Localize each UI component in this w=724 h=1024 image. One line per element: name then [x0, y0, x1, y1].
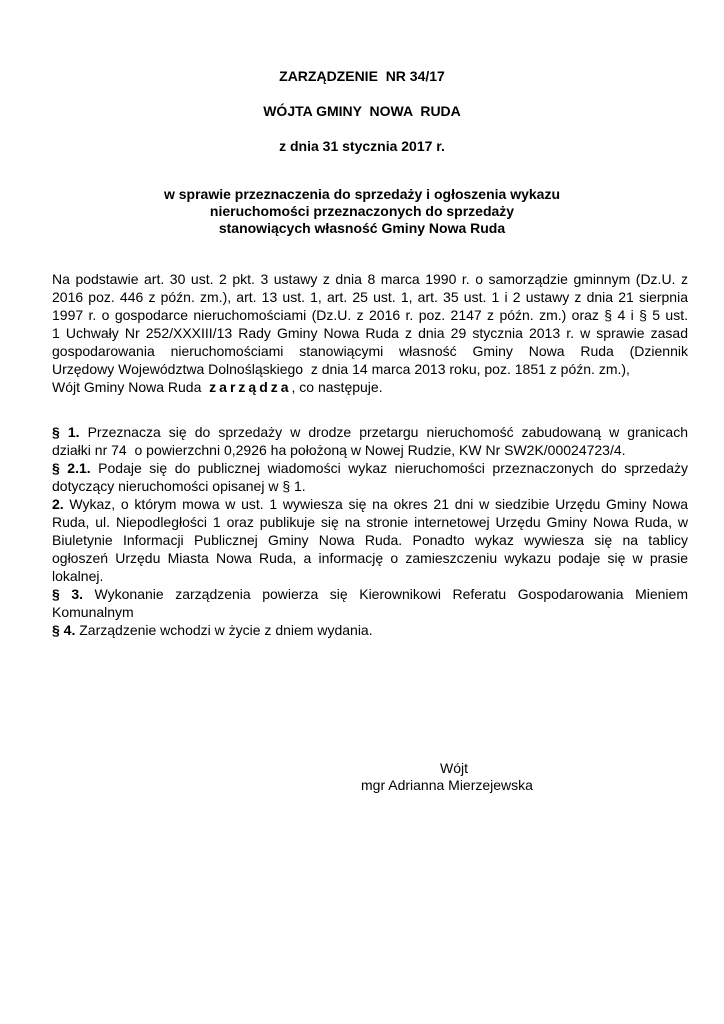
document-issuer: WÓJTA GMINY NOWA RUDA	[263, 103, 461, 119]
section-2-1-line-2: dotyczący nieruchomości opisanej w § 1.	[52, 478, 306, 494]
subject-line-2: nieruchomości przeznaczonych do sprzedaży	[209, 203, 515, 219]
section-2-2-line: Ruda, ul. Niepodległości 1 oraz publikuje się na stronie internetowej Urzędu Gminy Nowa Ruda, w	[52, 514, 688, 530]
section-2-2-line: ogłoszeń Urzędu Miasta Nowa Ruda, a informację o zamieszczeniu wykazu podaje się w prasie	[52, 550, 688, 566]
signature-name: mgr Adrianna Mierzejewska	[361, 777, 533, 793]
section-mark: 2.	[52, 496, 64, 512]
subject-line-3: stanowiących własność Gminy Nowa Ruda	[218, 220, 506, 236]
preamble-line: 1997 r. o gospodarce nieruchomościami (Dz.U. z 2016 r. poz. 2147 z późn. zm.) oraz § 4 i § 5 ust.	[52, 307, 688, 323]
document-title: ZARZĄDZENIE NR 34/17	[279, 68, 445, 84]
section-2-2-line: Biuletynie Informacji Publicznej Gminy Nowa Ruda. Ponadto wykaz wywiesza się na tablicy	[52, 532, 688, 548]
section-mark: § 3.	[52, 586, 83, 602]
section-mark: § 1.	[52, 424, 80, 440]
section-3-line-1: § 3. Wykonanie zarządzenia powierza się Kierownikowi Referatu Gospodarowania Mieniem	[52, 586, 688, 602]
sections	[52, 423, 688, 639]
preamble	[52, 270, 688, 396]
section-2-2-last-line: lokalnej.	[52, 568, 104, 584]
section-mark: § 2.1.	[52, 460, 91, 476]
preamble-line: gospodarowania nieruchomościami stanowiącymi własność Gminy Nowa Ruda (Dziennik	[52, 343, 688, 359]
preamble-prefix: Wójt Gminy Nowa Ruda	[52, 379, 210, 395]
preamble-suffix: , co następuje.	[291, 379, 383, 395]
preamble-line: 2016 poz. 446 z późn. zm.), art. 13 ust. 1, art. 25 ust. 1, art. 35 ust. 1 i 2 ustawy z dnia 21 sierpnia	[52, 289, 688, 305]
signature-role: Wójt	[440, 760, 468, 776]
section-4-line-1: § 4. Zarządzenie wchodzi w życie z dniem wydania.	[52, 622, 373, 638]
preamble-line: Na podstawie art. 30 ust. 2 pkt. 3 ustawy z dnia 8 marca 1990 r. o samorządzie gminnym (Dz.U. z	[52, 271, 688, 287]
preamble-last-line	[52, 378, 688, 396]
preamble-line: Urzędowy Województwa Dolnośląskiego z dnia 14 marca 2013 roku, poz. 1851 z późn. zm.),	[52, 361, 630, 377]
preamble-line: 1 Uchwały Nr 252/XXXIII/13 Rady Gminy Nowa Ruda z dnia 29 stycznia 2013 r. w sprawie zasad	[52, 325, 688, 341]
subject-line-1: w sprawie przeznaczenia do sprzedaży i ogłoszenia wykazu	[163, 186, 560, 202]
section-2-1-line-1: § 2.1. Podaje się do publicznej wiadomości wykaz nieruchomości przeznaczonych do sprzedaży	[52, 460, 688, 476]
section-2-2-line-1: 2. Wykaz, o którym mowa w ust. 1 wywiesza się na okres 21 dni w siedzibie Urzędu Gminy Nowa	[52, 496, 688, 512]
section-1-line-1: § 1. Przeznacza się do sprzedaży w drodze przetargu nieruchomość zabudowaną w granicach	[52, 424, 688, 440]
section-1-line-2: działki nr 74 o powierzchni 0,2926 ha położoną w Nowej Rudzie, KW Nr SW2K/00024723/4.	[52, 442, 626, 458]
section-mark: § 4.	[52, 622, 76, 638]
document-date: z dnia 31 stycznia 2017 r.	[279, 138, 445, 154]
decree-word: zarządza	[209, 379, 292, 395]
section-3-line-2: Komunalnym	[52, 604, 134, 620]
